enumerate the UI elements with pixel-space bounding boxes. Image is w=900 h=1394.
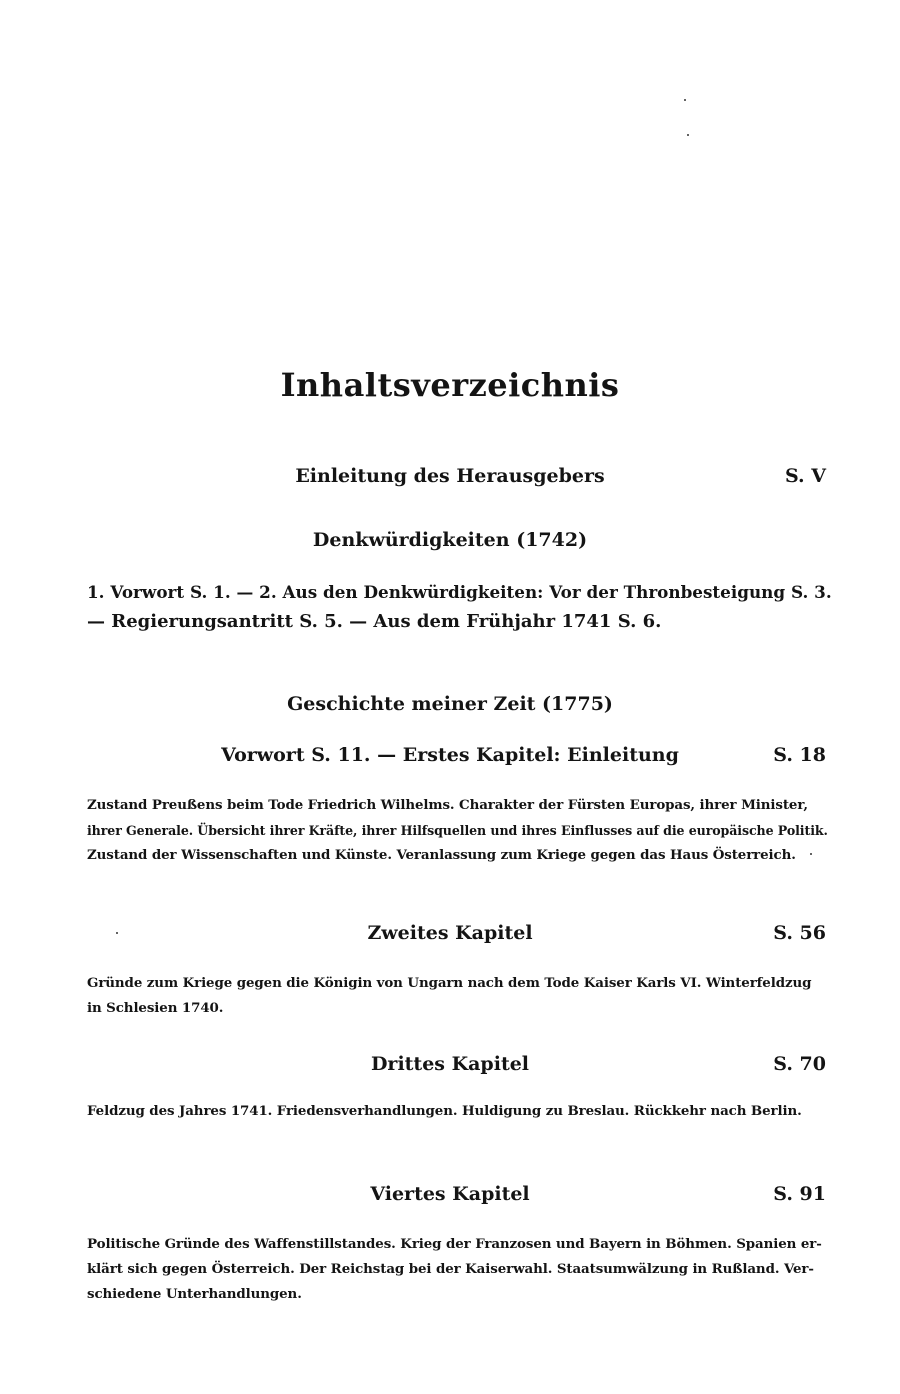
toc-entry-chapter-4 [0, 1183, 900, 1213]
page-title: Inhaltsverzeichnis [280, 366, 620, 404]
toc-entry-chapter-3 [0, 1053, 900, 1083]
toc-entry-chapter-2 [0, 922, 900, 952]
summary-line: ihrer Generale. Übersicht ihrer Kräfte, ihrer Hilfsquellen und ihres Einflusses auf die europäische Politik. [87, 823, 828, 838]
toc-entry-label: Vorwort S. 11. — Erstes Kapitel: Einleitung [221, 744, 679, 766]
chapter-1-summary [87, 793, 832, 868]
memoirs-contents-line: 1. Vorwort S. 1. — 2. Aus den Denkwürdigkeiten: Vor der Thronbesteigung S. 3. [87, 582, 832, 602]
toc-page-number: S. 91 [773, 1183, 826, 1205]
summary-line: schiedene Unterhandlungen. [87, 1286, 302, 1302]
summary-line: Feldzug des Jahres 1741. Friedensverhandlungen. Huldigung zu Breslau. Rückkehr nach Berlin. [87, 1103, 802, 1119]
toc-entry-chapter-1 [0, 744, 900, 774]
toc-entry-label: Zweites Kapitel [367, 922, 533, 944]
toc-entry-label: Drittes Kapitel [370, 1053, 530, 1075]
chapter-2-summary [87, 971, 832, 1021]
print-speck [687, 134, 689, 136]
summary-line: Zustand der Wissenschaften und Künste. Veranlassung zum Kriege gegen das Haus Österreich. [87, 847, 796, 863]
toc-page-number: S. 56 [773, 922, 826, 944]
summary-line: Zustand Preußens beim Tode Friedrich Wilhelms. Charakter der Fürsten Europas, ihrer Minister, [87, 797, 808, 813]
memoirs-contents [87, 578, 832, 636]
section-heading-memoirs: Denkwürdigkeiten (1742) [312, 529, 588, 551]
summary-line: klärt sich gegen Österreich. Der Reichstag bei der Kaiserwahl. Staatsumwälzung in Rußland. Ver- [87, 1261, 814, 1277]
memoirs-contents-line: — Regierungsantritt S. 5. — Aus dem Frühjahr 1741 S. 6. [87, 611, 662, 632]
print-speck [684, 99, 686, 101]
summary-line: in Schlesien 1740. [87, 1000, 224, 1016]
summary-line: Politische Gründe des Waffenstillstandes. Krieg der Franzosen und Bayern in Böhmen. Spanien er- [87, 1236, 822, 1252]
chapter-3-summary [87, 1099, 832, 1124]
toc-entry-introduction [0, 465, 900, 495]
toc-page-number: S. 70 [773, 1053, 826, 1075]
toc-entry-label: Viertes Kapitel [370, 1183, 530, 1205]
section-heading-history: Geschichte meiner Zeit (1775) [287, 693, 613, 715]
toc-page-number: S. V [784, 465, 826, 487]
toc-page-number: S. 18 [773, 744, 826, 766]
chapter-4-summary [87, 1232, 832, 1307]
summary-line: Gründe zum Kriege gegen die Königin von Ungarn nach dem Tode Kaiser Karls VI. Winterfeldzug [87, 975, 812, 991]
toc-entry-label: Einleitung des Herausgebers [295, 465, 605, 487]
